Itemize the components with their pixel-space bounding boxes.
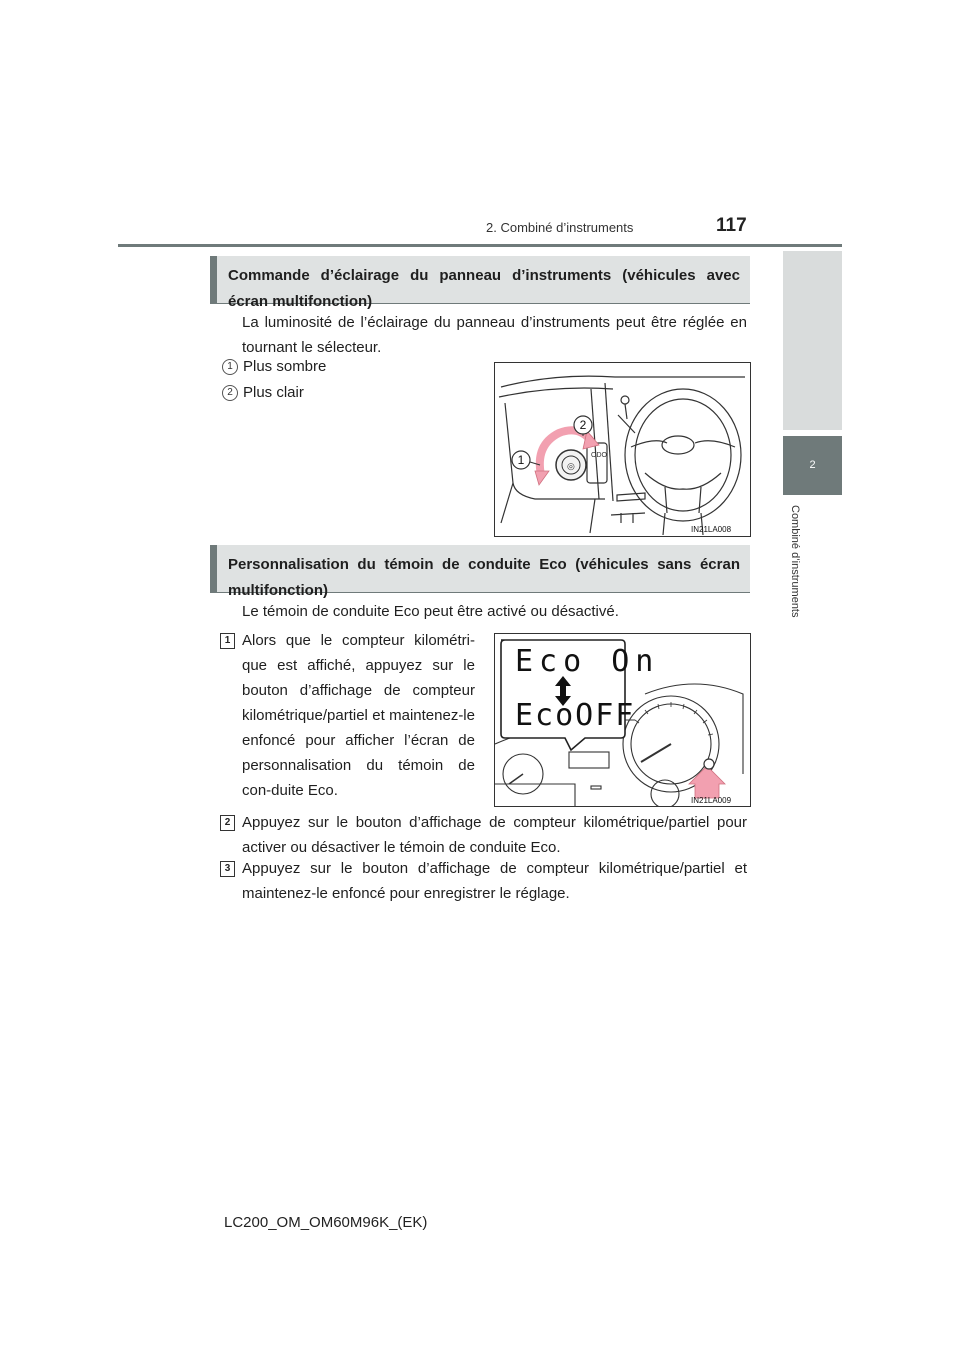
item1-number: 1 [222, 359, 238, 375]
figure-dimmer-illustration [494, 362, 751, 537]
svg-text:◎: ◎ [567, 461, 575, 471]
page-number: 117 [716, 215, 747, 236]
footer-document-code: LC200_OM_OM60M96K_(EK) [224, 1214, 428, 1231]
section1-heading: Commande d’éclairage du panneau d’instruments (véhicules avec écran multifonction) [210, 256, 750, 304]
display-eco-off: EcoOFF [515, 698, 636, 733]
display-eco-on: Eco On [515, 644, 660, 679]
step3-text: Appuyez sur le bouton d’affichage de compteur kilométrique/partiel et maintenez-le enfoncé pour enregistrer le réglage. [242, 860, 747, 902]
section2-intro: Le témoin de conduite Eco peut être activé ou désactivé. [242, 603, 619, 620]
item2-label: Plus clair [243, 384, 304, 401]
side-tab-chapter-number: 2 [783, 436, 842, 495]
step1-number: 1 [220, 633, 235, 649]
section2-heading: Personnalisation du témoin de conduite Eco (véhicules sans écran multifonction) [210, 545, 750, 593]
figure1-code: IN21LA008 [691, 525, 732, 534]
side-tab-chapter-title: Combiné d’instruments [789, 505, 801, 618]
side-tab-strip [783, 251, 842, 430]
section1-intro: La luminosité de l’éclairage du panneau d’instruments peut être réglée en tournant le sélecteur. [242, 314, 747, 356]
header-rule [118, 244, 842, 247]
running-header-section: 2. Combiné d’instruments [486, 220, 634, 235]
item2-number: 2 [222, 385, 238, 401]
svg-text:ODO: ODO [591, 452, 607, 459]
figure2-code: IN21LA009 [691, 796, 732, 805]
item1-label: Plus sombre [243, 358, 327, 375]
figure-eco-display [494, 633, 751, 807]
step2-number: 2 [220, 815, 235, 831]
callout-1: 1 [517, 453, 525, 467]
step2-text: Appuyez sur le bouton d’affichage de compteur kilométrique/partiel pour activer ou désactiver le témoin de conduite Eco. [242, 814, 747, 856]
callout-2: 2 [579, 418, 587, 432]
step3-number: 3 [220, 861, 235, 877]
step1-text: Alors que le compteur kilométri-que est affiché, appuyez sur le bouton d’affichage de compteur kilométrique/partiel et maintenez-le enfoncé pour afficher l’écran de personnalisation du témoin de con-duite Eco. [242, 632, 475, 799]
dimmer-drawing [495, 363, 750, 536]
